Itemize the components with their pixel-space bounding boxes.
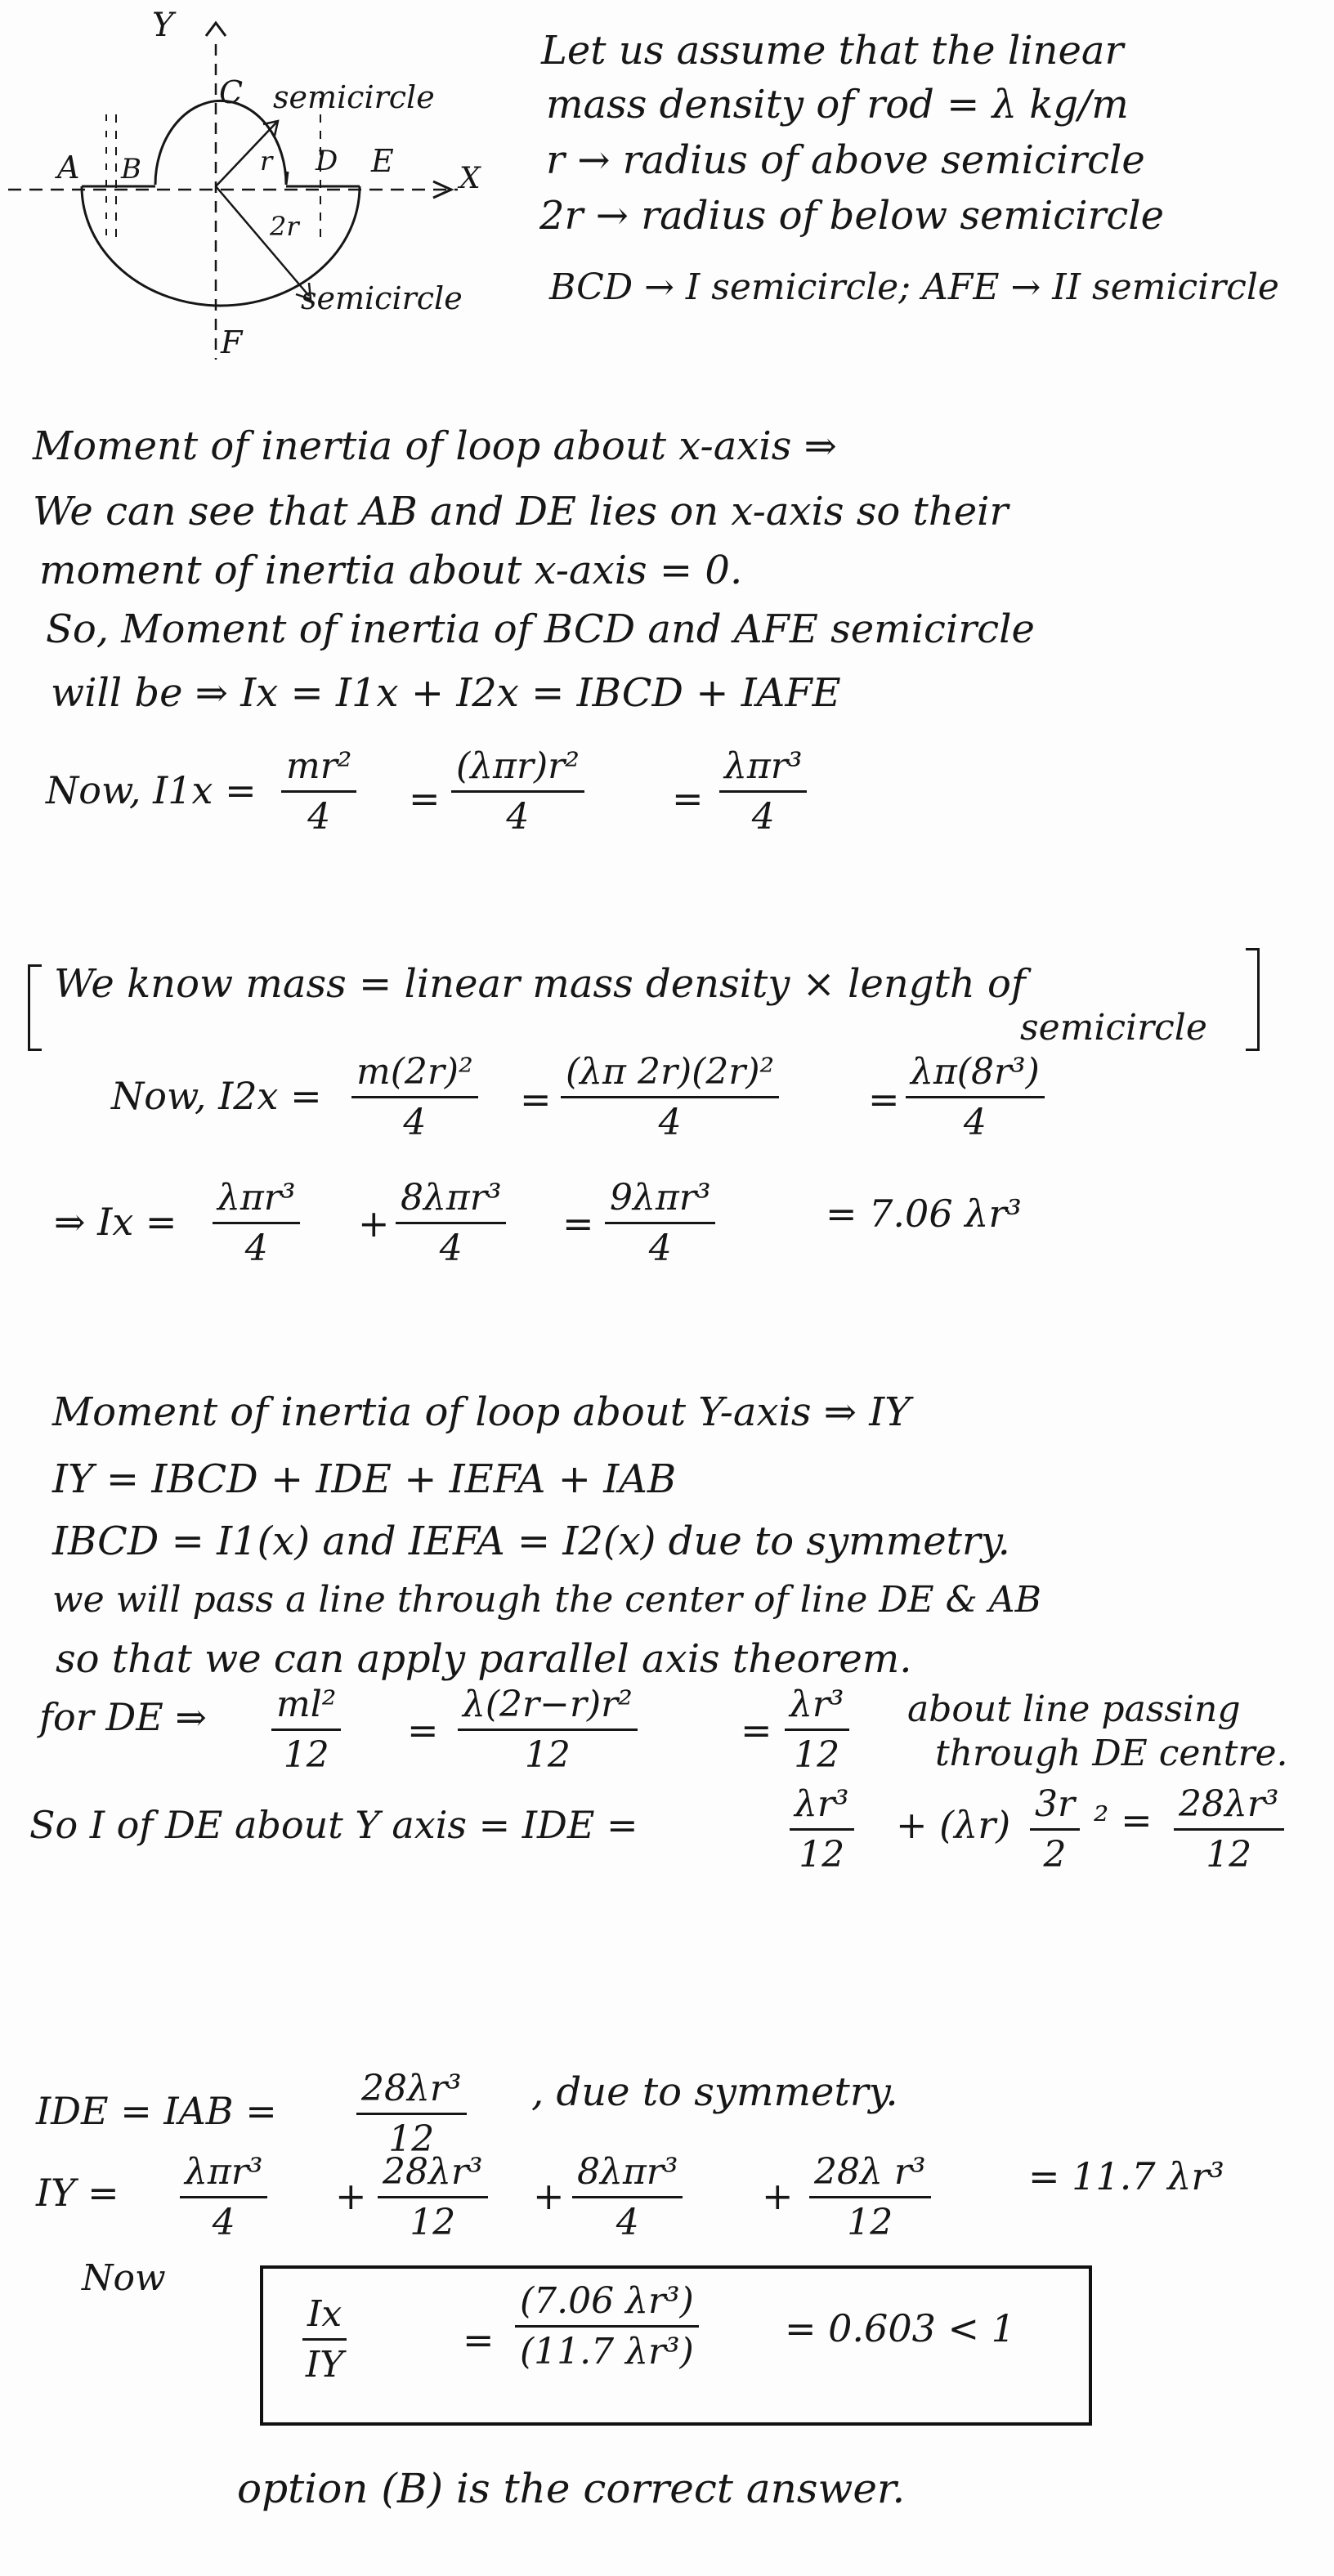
- eq1-frac-1: [281, 745, 356, 838]
- ide-frac-3-num: 28λr³: [1174, 1783, 1284, 1831]
- moi-y-line-4: we will pass a line through the center of line DE & AB: [52, 1579, 1041, 1621]
- ide-frac-1: [790, 1783, 854, 1876]
- de-frac-3-num: λr³: [785, 1684, 849, 1731]
- eq3-frac-3: [605, 1177, 715, 1269]
- eq1-frac-2-num: (λπr)r²: [451, 745, 584, 793]
- eq3-frac-3-num: 9λπr³: [605, 1177, 715, 1224]
- semicircle-bottom-label: semicircle: [301, 280, 463, 316]
- intro-line-1: Let us assume that the linear: [541, 28, 1124, 74]
- ratio-value-num: (7.06 λr³): [515, 2280, 699, 2328]
- iy-result: = 11.7 λr³: [1028, 2154, 1224, 2198]
- eq3-plus: +: [358, 1201, 390, 1246]
- moi-y-heading: Moment of inertia of loop about Y-axis ⇒ IY: [52, 1389, 911, 1435]
- ratio-value-frac: [515, 2280, 699, 2373]
- moi-y-line-2: IY = IBCD + IDE + IEFA + IAB: [52, 1456, 677, 1502]
- de-frac-1: [271, 1684, 341, 1776]
- eq3-frac-1-num: λπr³: [213, 1177, 300, 1224]
- eq2-frac-3-den: 4: [963, 1102, 987, 1143]
- point-e-label: E: [371, 143, 394, 179]
- final-answer: option (B) is the correct answer.: [237, 2465, 906, 2512]
- eq1-lhs: Now, I1x =: [46, 768, 257, 812]
- eq2-frac-1: [351, 1051, 478, 1143]
- ide-frac-2-num: 3r: [1030, 1783, 1080, 1831]
- ide-frac-3: [1174, 1783, 1284, 1876]
- iab-note: , due to symmetry.: [531, 2069, 898, 2115]
- radius-r-label: r: [260, 145, 273, 177]
- de-frac-2-den: 12: [524, 1734, 571, 1776]
- intro-line-4: 2r → radius of below semicircle: [539, 193, 1165, 239]
- intro-line-2: mass density of rod = λ kg/m: [546, 82, 1129, 127]
- iab-lhs: IDE = IAB =: [36, 2089, 277, 2133]
- ratio-frac: [302, 2293, 347, 2386]
- eq2-frac-2: [561, 1051, 779, 1143]
- ide-frac-1-num: λr³: [790, 1783, 854, 1831]
- eq3-frac-1-den: 4: [244, 1228, 268, 1269]
- eq3-frac-2-den: 4: [439, 1228, 463, 1269]
- intro-line-3: r → radius of above semicircle: [546, 137, 1145, 183]
- loop-diagram: [0, 0, 507, 384]
- eq2-equals-1: =: [520, 1077, 552, 1121]
- ide-frac-2: [1030, 1783, 1080, 1876]
- eq1-frac-2: [451, 745, 584, 838]
- eq3-lhs: ⇒ Ix =: [54, 1200, 177, 1244]
- de-note-1: about line passing: [907, 1688, 1241, 1730]
- eq1-equals-1: =: [409, 776, 441, 821]
- eq2-equals-2: =: [868, 1077, 900, 1121]
- iy-frac-4-num: 28λ r³: [809, 2151, 931, 2198]
- eq3-result: = 7.06 λr³: [826, 1192, 1022, 1236]
- eq1-frac-1-den: 4: [307, 796, 331, 838]
- de-frac-2-num: λ(2r−r)r²: [458, 1684, 638, 1731]
- intro-line-5: BCD → I semicircle; AFE → II semicircle: [549, 266, 1279, 308]
- moi-x-line-5: will be ⇒ Ix = I1x + I2x = IBCD + IAFE: [51, 670, 841, 716]
- note-bracket-right: [1246, 948, 1260, 1051]
- de-equals-2: =: [741, 1708, 772, 1752]
- iy-frac-2-den: 12: [410, 2202, 456, 2243]
- eq3-equals: =: [562, 1201, 594, 1246]
- radius-2r-label: 2r: [270, 211, 299, 242]
- upper-semicircle-right: [286, 172, 288, 185]
- de-frac-3: [785, 1684, 849, 1776]
- de-equals-1: =: [407, 1708, 439, 1752]
- ide-plus: + (λr): [896, 1803, 1011, 1847]
- eq3-frac-2: [396, 1177, 506, 1269]
- semicircle-top-label: semicircle: [273, 79, 435, 115]
- de-frac-2: [458, 1684, 638, 1776]
- eq2-frac-2-den: 4: [658, 1102, 682, 1143]
- eq1-frac-2-den: 4: [506, 796, 530, 838]
- eq1-frac-3: [719, 745, 807, 838]
- eq2-frac-1-num: m(2r)²: [351, 1051, 478, 1098]
- iy-lhs: IY =: [36, 2171, 119, 2215]
- iy-plus-2: +: [533, 2174, 565, 2218]
- eq2-frac-1-den: 4: [403, 1102, 427, 1143]
- point-b-label: B: [121, 153, 141, 186]
- eq2-frac-3-num: λπ(8r³): [906, 1051, 1045, 1098]
- iy-frac-2-num: 28λr³: [378, 2151, 488, 2198]
- eq1-frac-3-den: 4: [751, 796, 775, 838]
- moi-y-line-5: so that we can apply parallel axis theorem.: [56, 1636, 912, 1682]
- iy-plus-3: +: [762, 2174, 794, 2218]
- point-a-label: A: [57, 150, 80, 186]
- iy-plus-1: +: [335, 2174, 367, 2218]
- eq1-equals-2: =: [672, 776, 704, 821]
- iy-frac-1: [180, 2151, 267, 2243]
- y-axis-label: Y: [152, 7, 174, 44]
- eq3-frac-2-num: 8λπr³: [396, 1177, 506, 1224]
- ratio-num: Ix: [302, 2293, 347, 2341]
- note-line-2: semicircle: [1020, 1007, 1207, 1049]
- iy-frac-4: [809, 2151, 931, 2243]
- iab-frac-den: 12: [388, 2118, 435, 2160]
- de-note-2: through DE centre.: [935, 1733, 1288, 1774]
- de-frac-1-num: ml²: [271, 1684, 341, 1731]
- ratio-value-den: (11.7 λr³): [520, 2331, 694, 2373]
- ide-frac-2-den: 2: [1043, 1834, 1067, 1876]
- point-d-label: D: [316, 145, 338, 177]
- point-c-label: C: [219, 74, 244, 110]
- moi-x-heading: Moment of inertia of loop about x-axis ⇒: [33, 423, 837, 469]
- note-bracket-left: [28, 964, 42, 1051]
- y-axis-arrow: [206, 23, 226, 36]
- iy-frac-1-den: 4: [212, 2202, 235, 2243]
- moi-x-line-3: moment of inertia about x-axis = 0.: [39, 548, 743, 593]
- iy-frac-1-num: λπr³: [180, 2151, 267, 2198]
- eq1-frac-3-num: λπr³: [719, 745, 807, 793]
- ratio-result: = 0.603 < 1: [785, 2306, 1015, 2350]
- iab-frac-num: 28λr³: [356, 2068, 467, 2115]
- eq2-frac-2-num: (λπ 2r)(2r)²: [561, 1051, 779, 1098]
- iy-frac-4-den: 12: [847, 2202, 893, 2243]
- iy-frac-2: [378, 2151, 488, 2243]
- ide-lhs: So I of DE about Y axis = IDE =: [29, 1803, 638, 1847]
- eq3-frac-1: [213, 1177, 300, 1269]
- moi-y-line-3: IBCD = I1(x) and IEFA = I2(x) due to symmetry.: [52, 1518, 1010, 1564]
- ide-square: ² =: [1094, 1798, 1153, 1842]
- de-frac-1-den: 12: [283, 1734, 329, 1776]
- note-line-1: We know mass = linear mass density × length of: [54, 961, 1026, 1007]
- eq1-frac-1-num: mr²: [281, 745, 356, 793]
- iab-frac: [356, 2068, 467, 2160]
- moi-x-line-2: We can see that AB and DE lies on x-axis so their: [33, 489, 1009, 534]
- point-f-label: F: [221, 324, 243, 360]
- eq2-lhs: Now, I2x =: [111, 1074, 322, 1118]
- eq3-frac-3-den: 4: [648, 1228, 672, 1269]
- ratio-den: IY: [305, 2344, 344, 2386]
- iy-frac-3-num: 8λπr³: [572, 2151, 683, 2198]
- ide-frac-3-den: 12: [1206, 1834, 1252, 1876]
- now-label: Now: [82, 2257, 166, 2299]
- de-frac-3-den: 12: [794, 1734, 840, 1776]
- ide-frac-1-den: 12: [799, 1834, 845, 1876]
- de-lhs: for DE ⇒: [39, 1695, 207, 1739]
- iy-frac-3: [572, 2151, 683, 2243]
- iy-frac-3-den: 4: [616, 2202, 639, 2243]
- moi-x-line-4: So, Moment of inertia of BCD and AFE semicircle: [46, 606, 1035, 652]
- ratio-equals: =: [463, 2318, 495, 2362]
- eq2-frac-3: [906, 1051, 1045, 1143]
- x-axis-label: X: [459, 162, 481, 195]
